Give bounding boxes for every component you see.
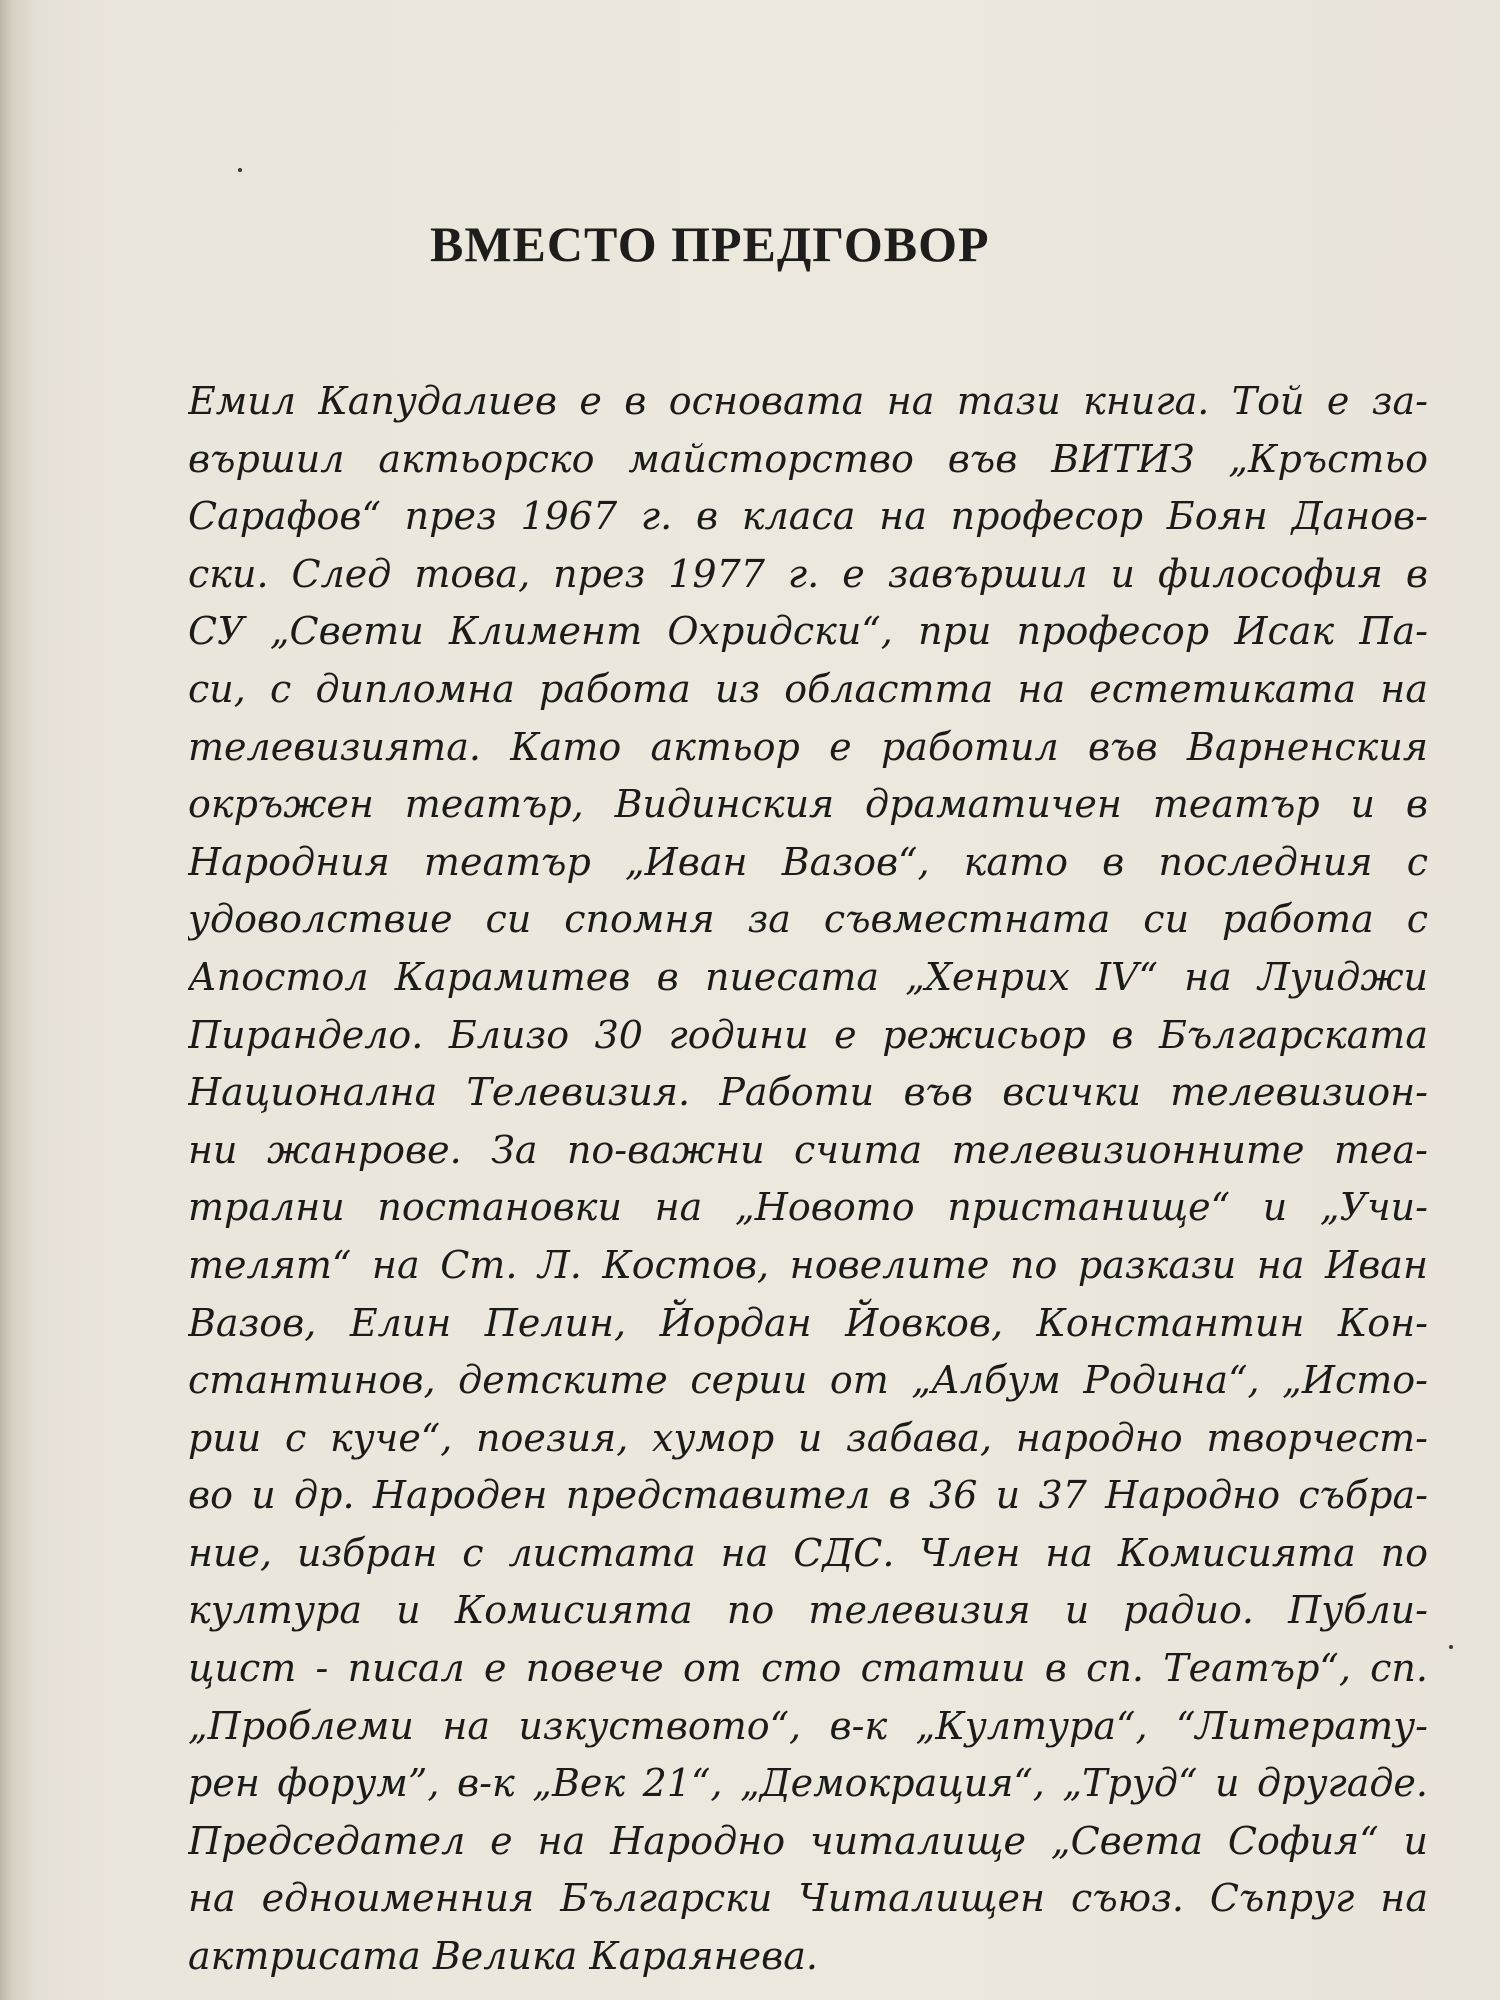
text-line: трални постановки на „Новото пристанище“ и „Учи- [188, 1185, 1428, 1230]
text-line: си, с дипломна работа из областта на естетиката на [188, 666, 1428, 711]
paper-speck [1449, 1645, 1453, 1649]
text-line: телевизията. Като актьор е работил във Варненския [188, 724, 1428, 769]
text-line: актрисата Велика Караянева. [188, 1934, 818, 1979]
page-title: ВМЕСТО ПРЕДГОВОР [430, 216, 990, 272]
text-line: Национална Телевизия. Работи във всички телевизион- [188, 1070, 1428, 1115]
text-line: ни жанрове. За по-важни счита телевизионните теа- [188, 1127, 1428, 1172]
text-line: вършил актьорско майсторство във ВИТИЗ „Кръстьо [188, 436, 1428, 481]
text-line: „Проблеми на изкуството“, в-к „Култура“, “Литерату- [188, 1703, 1428, 1748]
text-line: стантинов, детските серии от „Албум Родина“, „Исто- [188, 1358, 1428, 1403]
text-line: Емил Капудалиев е в основата на тази книга. Той е за- [188, 379, 1428, 423]
text-line: СУ „Свети Климент Охридски“, при професор Исак Па- [188, 609, 1428, 654]
body-paragraph [188, 373, 1428, 1986]
text-line: во и др. Народен представител в 36 и 37 Народно събра- [188, 1473, 1428, 1518]
text-line: Пирандело. Близо 30 години е режисьор в Българската [188, 1012, 1428, 1057]
text-line: култура и Комисията по телевизия и радио. Публи- [188, 1588, 1428, 1633]
text-line: удоволствие си спомня за съвместната си работа с [188, 897, 1428, 942]
text-line: ние, избран с листата на СДС. Член на Комисията по [188, 1530, 1428, 1575]
text-line: окръжен театър, Видинския драматичен театър и в [188, 782, 1428, 827]
text-line: Вазов, Елин Пелин, Йордан Йовков, Константин Кон- [188, 1300, 1428, 1345]
text-line: Сарафов“ през 1967 г. в класа на професор Боян Данов- [188, 494, 1428, 539]
text-line: Народния театър „Иван Вазов“, като в последния с [188, 839, 1428, 884]
text-line: цист - писал е повече от сто статии в сп. Театър“, сп. [188, 1646, 1428, 1691]
text-line: на едноименния Български Читалищен съюз. Съпруг на [188, 1876, 1428, 1921]
text-line: рии с куче“, поезия, хумор и забава, народно творчест- [188, 1415, 1428, 1460]
text-line: Апостол Карамитев в пиесата „Хенрих IV“ на Луиджи [188, 954, 1428, 999]
text-line: ски. След това, през 1977 г. е завършил и философия в [188, 551, 1428, 596]
paper-speck [238, 168, 242, 172]
text-line: рен форум”, в-к „Век 21“, „Демокрация“, „Труд“ и другаде. [188, 1761, 1428, 1806]
text-line: Председател е на Народно читалище „Света София“ и [188, 1818, 1428, 1863]
text-line: телят“ на Ст. Л. Костов, новелите по разкази на Иван [188, 1242, 1428, 1287]
